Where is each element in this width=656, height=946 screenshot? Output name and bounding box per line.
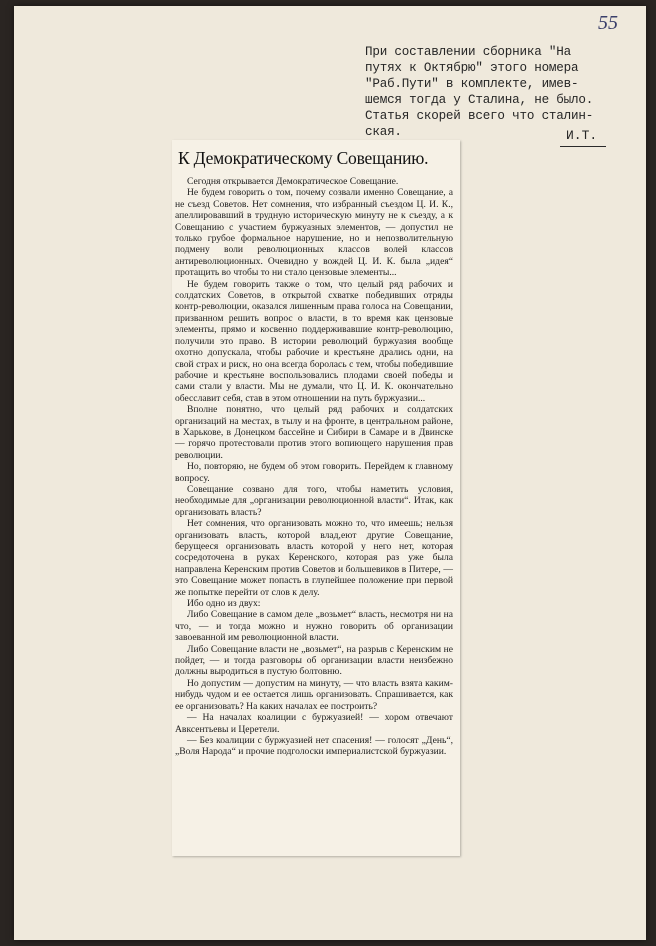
article-paragraph: Сегодня открывается Демократическое Совещание. bbox=[187, 176, 399, 187]
page-number: 55 bbox=[598, 12, 618, 34]
note-line: путях к Октябрю" этого номера bbox=[365, 61, 579, 75]
note-line: ская. bbox=[365, 125, 402, 139]
article-paragraph: Но, повторяю, не будем об этом говорить. Перейдем к главному вопросу. bbox=[175, 461, 453, 484]
note-line: "Раб.Пути" в комплекте, имев- bbox=[365, 77, 579, 91]
note-line: При составлении сборника "На bbox=[365, 45, 572, 59]
note-line: шемся тогда у Сталина, не было. bbox=[365, 93, 594, 107]
article-title: К Демократическому Совещанию. bbox=[178, 148, 429, 168]
article-paragraph: Вполне понятно, что целый ряд рабочих и солдатских организаций на местах, в тылу и на фронте, в центральном районе, в Харькове, в Донецком бассейне и Сибири в Самаре и в Двинске — горячо протестовали против этого вопиющего нарушения прав революции. bbox=[175, 404, 453, 461]
article-paragraph: Нет сомнения, что организовать можно то, что имеешь; нельзя организовать власть, которой влад,еют другие Совещание, берущееся организовать власть которой у него нет, которая сосредоточена в руках Керенского, которая раз уже была направлена Керенским против Советов и большевиков в Питере, — это Совещание может попасть в глупейшее положение при первой же попытке перейти от слов к делу. bbox=[175, 518, 453, 598]
article-paragraph: Но допустим — допустим на минуту, — что власть взята каким-нибудь чудом и ее остается лишь организовать. Спрашивается, как ее организовать? На каких началах ее построить? bbox=[175, 677, 453, 712]
article-paragraph: Совещание созвано для того, чтобы наметить условия, необходимые для „организации революционной власти“. Итак, как организовать власть? bbox=[175, 483, 453, 518]
article-paragraph: — Без коалиции с буржуазией нет спасения! — голосят „День“, „Воля Народа“ и прочие подголоски империалистской буржуазии. bbox=[175, 734, 453, 758]
article-paragraph: Не будем говорить также о том, что целый ряд рабочих и солдатских Советов, в открытой схватке победивших отряды контр-революции, оказался лишенным права голоса на Совещании, призванном решить вопрос о власти, в то время как цензовые элементы, прямо и косвенно поддерживавшие контр-революцию, получили это право. В истории революций буржуазия вообще охотно допускала, чтобы рабочие и крестьяне дрались одни, на свой страх и риск, но она всегда боролась с тем, чтобы победившие рабочие и крестьяне воспользовались плодами своей победы и сами стали у власти. Мы не думали, что Ц. И. К. окончательно обесславит себя, став в этом отношении на путь буржуазии... bbox=[175, 278, 453, 404]
article-paragraph: Не будем говорить о том, почему созвали именно Совещание, а не съезд Советов. Нет сомнения, что избранный съездом Ц. И. К., апеллировавший в трудную историческую минуту не к съезду, а к Совещанию с участием буржуазных элементов, — допустил не только грубое формальное нарушение, но и непозволительную подмену воли революционных классов волей классов антиреволюционных. Очевидно у вождей Ц. И. К. была „идея“ протащить во чтобы то ни стало цензовые элементы... bbox=[175, 187, 453, 279]
article-body bbox=[175, 176, 453, 758]
note-initials: И.Т. bbox=[566, 128, 598, 143]
note-line: Статья скорей всего что сталин- bbox=[365, 109, 594, 123]
article-paragraph: — На началах коалиции с буржуазией! — хором отвечают Авксентьевы и Церетели. bbox=[175, 712, 453, 735]
article-paragraph: Ибо одно из двух: bbox=[187, 598, 261, 610]
article-paragraph: Либо Совещание власти не „возьмет“, на разрыв с Керенским не пойдет, — и тогда разговоры об организации власти неизбежно должны выродиться в пустую болтовню. bbox=[175, 643, 453, 678]
typed-note bbox=[365, 44, 637, 140]
article-paragraph: Либо Совещание в самом деле „возьмет“ власть, несмотря ни на что, — и тогда можно и нужно говорить об организации завоеванной им революционной власти. bbox=[175, 609, 453, 644]
initials-underline bbox=[560, 146, 606, 147]
